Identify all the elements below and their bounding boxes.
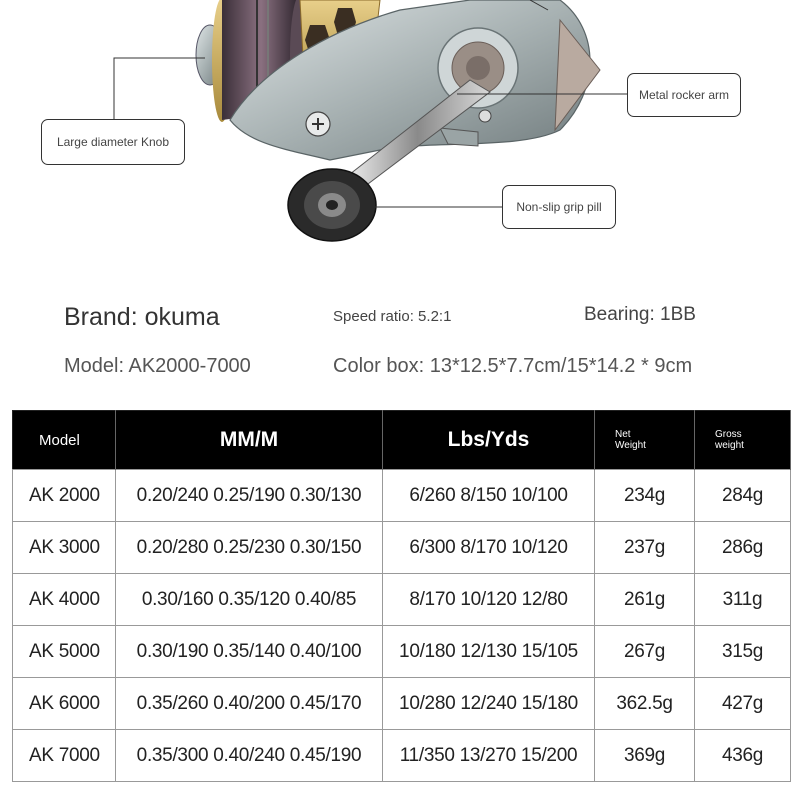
table-row — [13, 574, 791, 626]
header-gross-weight — [695, 411, 791, 470]
spec-model: Model: AK2000-7000 — [64, 355, 251, 377]
header-lbs-yds: Lbs/Yds — [383, 411, 595, 470]
cell-gross-weight: 427g — [695, 678, 791, 730]
cell-mm-m: 0.20/280 0.25/230 0.30/150 — [116, 522, 383, 574]
cell-mm-m: 0.30/190 0.35/140 0.40/100 — [116, 626, 383, 678]
table-row — [13, 626, 791, 678]
header-net-line2: Weight — [615, 440, 646, 451]
spec-table — [12, 410, 791, 782]
callout-metal-rocker-arm: Metal rocker arm — [627, 73, 741, 117]
cell-net-weight: 362.5g — [595, 678, 695, 730]
header-gross-line1: Gross — [715, 429, 742, 440]
cell-gross-weight: 311g — [695, 574, 791, 626]
spec-speed-ratio: Speed ratio: 5.2:1 — [333, 308, 452, 325]
table-row — [13, 678, 791, 730]
cell-model: AK 7000 — [13, 730, 116, 782]
spec-bearing: Bearing: 1BB — [584, 304, 696, 325]
header-net-weight — [595, 411, 695, 470]
cell-lbs-yds: 10/180 12/130 15/105 — [383, 626, 595, 678]
cell-gross-weight: 436g — [695, 730, 791, 782]
cell-model: AK 2000 — [13, 470, 116, 522]
cell-net-weight: 237g — [595, 522, 695, 574]
table-row — [13, 730, 791, 782]
cell-model: AK 4000 — [13, 574, 116, 626]
cell-net-weight: 267g — [595, 626, 695, 678]
cell-model: AK 5000 — [13, 626, 116, 678]
cell-gross-weight: 284g — [695, 470, 791, 522]
cell-mm-m: 0.35/260 0.40/200 0.45/170 — [116, 678, 383, 730]
table-row — [13, 470, 791, 522]
header-gross-line2: weight — [715, 440, 744, 451]
header-model: Model — [13, 411, 116, 470]
callout-non-slip-grip: Non-slip grip pill — [502, 185, 616, 229]
cell-lbs-yds: 10/280 12/240 15/180 — [383, 678, 595, 730]
spec-brand: Brand: okuma — [64, 303, 220, 331]
table-header-row — [13, 411, 791, 470]
cell-lbs-yds: 8/170 10/120 12/80 — [383, 574, 595, 626]
cell-model: AK 6000 — [13, 678, 116, 730]
cell-lbs-yds: 6/260 8/150 10/100 — [383, 470, 595, 522]
cell-mm-m: 0.35/300 0.40/240 0.45/190 — [116, 730, 383, 782]
cell-gross-weight: 315g — [695, 626, 791, 678]
cell-mm-m: 0.30/160 0.35/120 0.40/85 — [116, 574, 383, 626]
header-net-line1: Net — [615, 429, 631, 440]
table-row — [13, 522, 791, 574]
cell-model: AK 3000 — [13, 522, 116, 574]
header-mm-m: MM/M — [116, 411, 383, 470]
cell-net-weight: 261g — [595, 574, 695, 626]
cell-lbs-yds: 6/300 8/170 10/120 — [383, 522, 595, 574]
cell-lbs-yds: 11/350 13/270 15/200 — [383, 730, 595, 782]
callout-large-diameter-knob: Large diameter Knob — [41, 119, 185, 165]
cell-net-weight: 234g — [595, 470, 695, 522]
spec-color-box: Color box: 13*12.5*7.7cm/15*14.2 * 9cm — [333, 355, 693, 377]
cell-net-weight: 369g — [595, 730, 695, 782]
cell-mm-m: 0.20/240 0.25/190 0.30/130 — [116, 470, 383, 522]
cell-gross-weight: 286g — [695, 522, 791, 574]
